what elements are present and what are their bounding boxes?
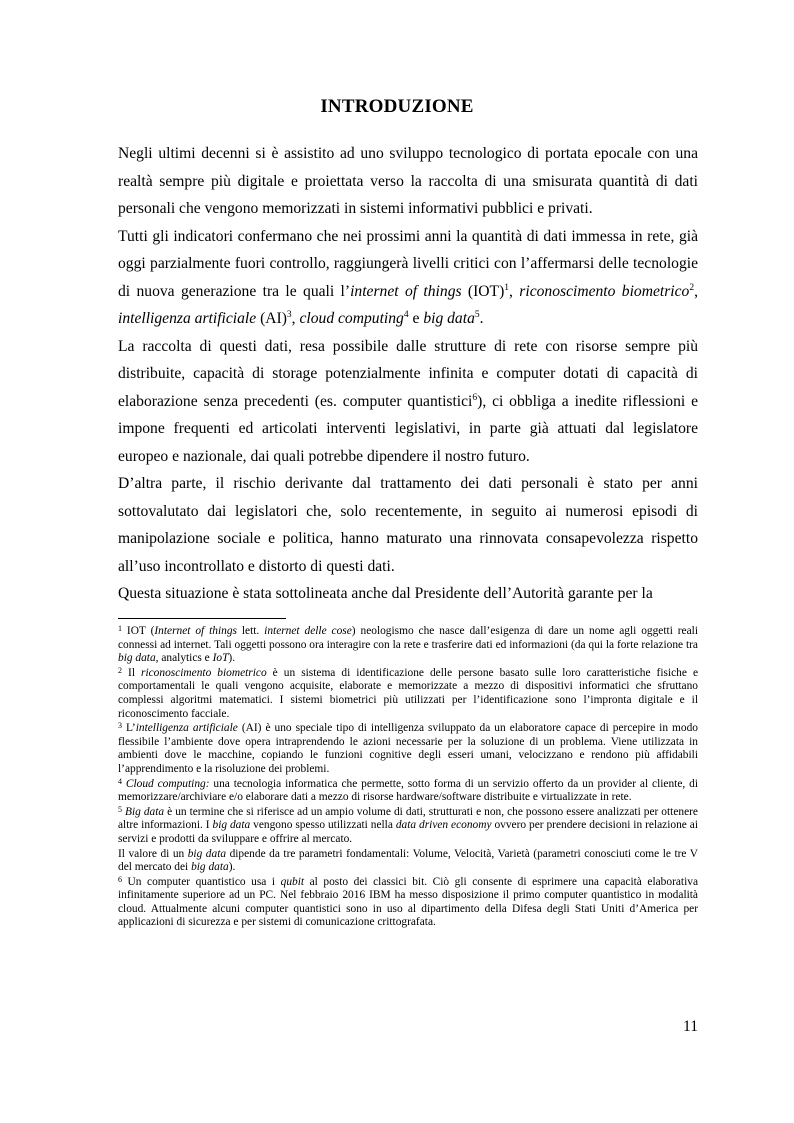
text-run: . [479,310,484,327]
italic-term: IoT [212,652,229,665]
text-run: al posto dei classici bit. Ciò gli consente di esprimere una capacità elaborativa infinitamente superiore ad un PC. Nel febbraio 2016 IBM ha messo disposizione il primo computer quantistico in modalità cloud. Attualmente alcuni computer quantistici sono in uso al dipartimento della Difesa degli Stati Uniti d’America per applicazioni di sicurezza e per sistemi di comunicazione crittografata. [118,875,699,929]
italic-term: Cloud computing: [125,777,210,790]
footnote-divider [118,618,286,619]
text-run: , [509,282,520,300]
footnote-ref[interactable]: 2 [689,282,695,293]
footnote-4 [118,778,698,805]
footnote-number: 2 [118,665,122,675]
italic-term: big data [423,310,475,327]
footnote-number: 3 [118,721,122,731]
italic-term: cloud computing [299,310,404,327]
text-run: è un termine che si riferisce ad un ampio volume di dati, strutturati e non, che possono essere analizzati per ottenere altre informazioni. I [118,805,698,832]
italic-term: big data [191,861,229,874]
text-run: vengono spesso utilizzati nella [250,819,396,832]
footnote-number: 4 [118,776,122,786]
italic-term: Big data [125,805,165,818]
italic-term: Internet of things [154,625,237,637]
italic-term: intelligenza artificiale [118,310,257,327]
text-run: Il valore di un [118,847,188,860]
text-run: Il [122,666,142,679]
italic-term: big data [187,847,227,860]
text-run: Tutti gli indicatori confermano che nei prossimi anni la quantità di dati immessa in rete, già oggi parzialmente fuori controllo, raggiungerà livelli critici con l’affermarsi delle tecnologie di nuova generazione tra le quali l’ [118,227,698,300]
italic-term: big data [212,819,251,832]
text-run: ) neologismo che nasce dall’esigenza di dare un nome agli oggetti reali connessi ad internet. Tali oggetti possono ora interagire con la rete e trasferire dati ed informazioni (da qui la forte relazione tra [118,625,698,651]
text-run: ovvero per prendere decisioni in relazione ai servizi e prodotti da sviluppare e offrire al mercato. [118,819,698,845]
text-run: , [291,310,300,327]
footnote-5 [118,806,698,847]
text-run: , [694,282,699,300]
text-run: L’ [122,722,136,735]
text-run: Un computer quantistico usa i [122,875,281,888]
paragraph-1: Negli ultimi decenni si è assistito ad uno sviluppo tecnologico di portata epocale con una realtà sempre più digitale e proiettata verso la raccolta di una smisurata quantità di dati personali che vengono memorizzati in sistemi informativi pubblici e privati. [118,145,698,217]
footnote-6 [118,876,698,930]
footnote-ref[interactable]: 6 [472,392,478,403]
text-run: è un sistema di identificazione delle persone basato sulle loro caratteristiche fisiche e comportamentali le quali vengono acquisite, elaborate e memorizzate a mezzo di dispositivi informatici che sfruttano complessi algoritmi matematici. I sistemi biometrici più utilizzati per l’identificazione sono l’impronta digitale e il riconoscimento facciale. [118,666,699,720]
text-run: una tecnologia informatica che permette, sotto forma di un servizio offerto da un provider al cliente, di memorizzare/archiviare e/o elaborare dati a mezzo di risorse hardware/software distribuite e virtualizzate in rete. [118,777,698,804]
italic-term: riconoscimento biometrico [519,282,690,300]
page-number: 11 [682,1018,698,1035]
italic-term: intelligenza artificiale [135,722,238,735]
footnote-ref[interactable]: 1 [504,282,510,293]
text-run: (AI) è uno speciale tipo di intelligenza sviluppato da un elaboratore capace di percepire in modo flessibile l’ambiente dove opera intraprendendo le azioni necessarie per la soluzione di un problema. Viene utilizzata in ambienti dove le macchine, copiando le funzioni cognitive degli esseri umani, velocizzano e rendono più affidabili l’apprendimento e la risoluzione dei problemi. [118,722,698,775]
footnote-number: 6 [118,874,122,884]
text-run: (IOT) [461,282,505,300]
footnote-5-continued [118,848,698,875]
page-title: INTRODUZIONE [320,96,474,117]
paragraph-3 [118,333,698,471]
text-run: (AI) [256,310,287,327]
footnote-1 [118,625,698,666]
text-run: , analytics e [155,652,213,665]
footnote-number: 1 [118,624,122,633]
italic-term: data driven economy [395,819,492,832]
footnote-3 [118,722,698,776]
italic-term: big data [118,652,156,665]
footnote-ref[interactable]: 4 [403,310,409,320]
footnotes [118,625,698,931]
text-run: IOT ( [122,625,155,637]
paragraph-2 [118,223,698,333]
body-text [118,140,698,608]
text-run: e [408,310,424,327]
footnote-2 [118,667,698,721]
footnote-number: 5 [118,804,122,814]
text-run: ), ci obbliga a inedite riflessioni e impone frequenti ed articolati interventi legislativi, in parte già attuati dal legislatore europeo e nazionale, dai quali potrebbe dipendere il nostro futuro. [118,392,698,465]
text-run: La raccolta di questi dati, resa possibile dalle strutture di rete con risorse sempre più distribuite, capacità di storage potenzialmente infinita e computer dotati di capacità di elaborazione senza precedenti (es. computer quantistici [118,337,698,410]
italic-term: riconoscimento biometrico [141,666,267,679]
paragraph-5: Questa situazione è stata sottolineata anche dal Presidente dell’Autorità garante per la [118,585,653,602]
text-run: ). [228,861,236,874]
italic-term: qubit [280,875,305,888]
footnote-ref[interactable]: 5 [474,310,480,320]
text-run: dipende da tre parametri fondamentali: Volume, Velocità, Varietà (parametri conosciuti come le tre V del mercato dei [118,847,699,874]
italic-term: internet of things [350,282,462,300]
text-run: ). [228,652,236,665]
italic-term: internet delle cose [264,625,352,637]
text-run: lett. [236,625,265,637]
paragraph-4: D’altra parte, il rischio derivante dal trattamento dei dati personali è stato per anni sottovalutato dai legislatori che, solo recentemente, in seguito ai numerosi episodi di manipolazione sociale e politica, hanno maturato una rinnovata consapevolezza rispetto all’uso incontrollato e distorto di questi dati. [118,475,698,575]
footnote-ref[interactable]: 3 [286,310,292,320]
